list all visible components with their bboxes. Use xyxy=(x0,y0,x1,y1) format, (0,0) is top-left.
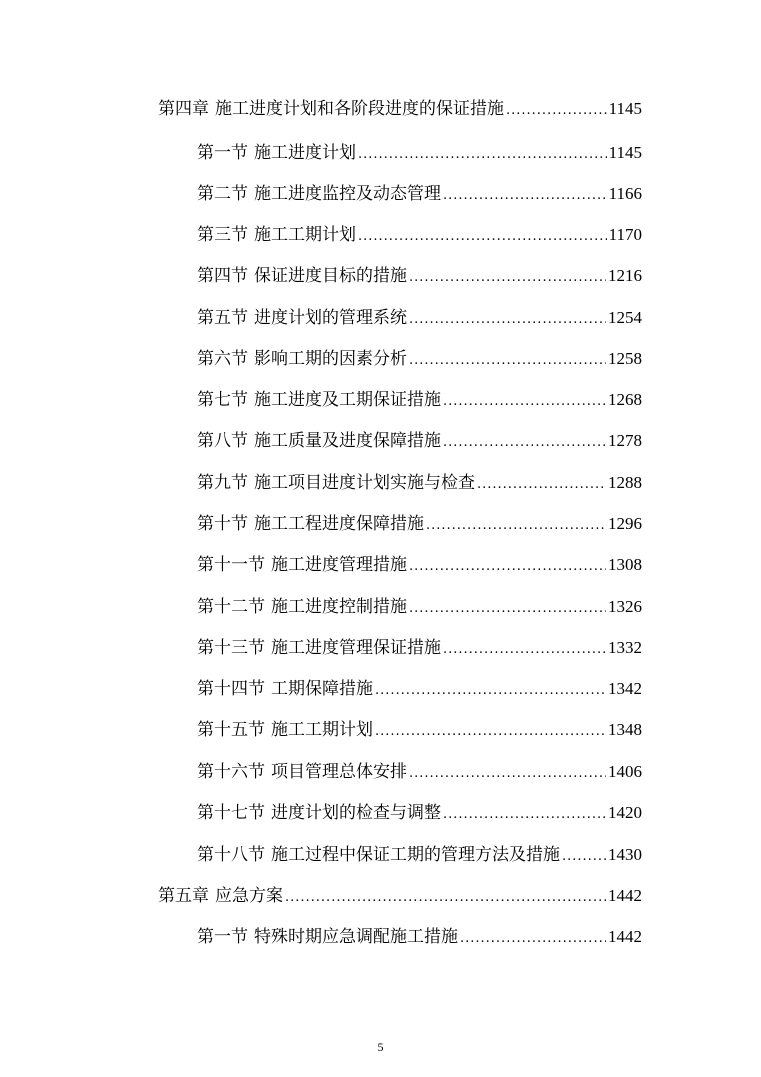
toc-leader xyxy=(460,924,606,954)
toc-label xyxy=(158,94,504,124)
toc-number: 第一节 xyxy=(197,927,248,947)
toc-entry[interactable] xyxy=(197,426,642,456)
toc-entry[interactable] xyxy=(197,138,642,168)
toc-leader xyxy=(443,800,606,830)
toc-label xyxy=(197,426,441,456)
toc-number: 第七节 xyxy=(197,390,248,410)
toc-number: 第十七节 xyxy=(197,803,265,823)
toc-entry[interactable] xyxy=(197,798,642,828)
toc-leader xyxy=(443,387,606,417)
toc-entry[interactable] xyxy=(197,715,642,745)
toc-page-number: 1420 xyxy=(608,803,642,822)
toc-number: 第六节 xyxy=(197,349,248,369)
toc-leader xyxy=(409,263,606,293)
toc-entry[interactable] xyxy=(197,303,642,333)
toc-title: 施工进度控制措施 xyxy=(271,597,407,617)
toc-entry[interactable] xyxy=(197,468,642,498)
toc-number: 第十三节 xyxy=(197,638,265,658)
toc-label xyxy=(197,922,458,952)
toc-title: 进度计划的管理系统 xyxy=(254,308,407,328)
toc-title: 施工过程中保证工期的管理方法及措施 xyxy=(271,845,560,865)
toc-page-number: 1442 xyxy=(608,927,642,946)
toc-leader xyxy=(358,222,607,252)
toc-number: 第八节 xyxy=(197,431,248,451)
toc-page-number: 1288 xyxy=(608,473,642,492)
toc-entry[interactable] xyxy=(197,674,642,704)
toc-number: 第二节 xyxy=(197,184,248,204)
toc-title: 工期保障措施 xyxy=(271,679,373,699)
toc-label xyxy=(197,261,407,291)
toc-entry[interactable] xyxy=(197,179,642,209)
toc-leader xyxy=(426,511,606,541)
toc-label xyxy=(158,881,283,911)
toc-leader xyxy=(285,883,606,913)
toc-number: 第五节 xyxy=(197,308,248,328)
page-footer xyxy=(0,1040,761,1055)
toc-leader xyxy=(409,552,606,582)
toc-title: 保证进度目标的措施 xyxy=(254,266,407,286)
toc-title: 影响工期的因素分析 xyxy=(254,349,407,369)
toc-number: 第五章 xyxy=(158,886,209,906)
toc-label xyxy=(197,385,441,415)
toc-entry[interactable] xyxy=(197,840,642,870)
toc-title: 施工进度计划和各阶段进度的保证措施 xyxy=(215,99,504,119)
toc-label xyxy=(197,179,441,209)
toc-entry[interactable] xyxy=(197,633,642,663)
toc-number: 第十二节 xyxy=(197,597,265,617)
toc-title: 施工进度计划 xyxy=(254,143,356,163)
toc-label xyxy=(197,220,356,250)
toc-entry[interactable] xyxy=(197,550,642,580)
toc-entry[interactable] xyxy=(197,509,642,539)
toc-number: 第三节 xyxy=(197,225,248,245)
toc-leader xyxy=(443,428,606,458)
toc-number: 第十六节 xyxy=(197,762,265,782)
toc-number: 第十四节 xyxy=(197,679,265,699)
toc-page-number: 1406 xyxy=(608,762,642,781)
toc-page-number: 1442 xyxy=(608,886,642,905)
toc-leader xyxy=(409,594,606,624)
toc-entry[interactable] xyxy=(158,94,642,124)
toc-entry[interactable] xyxy=(197,592,642,622)
toc-entry[interactable] xyxy=(158,881,642,911)
toc-entry[interactable] xyxy=(197,261,642,291)
toc-number: 第十节 xyxy=(197,514,248,534)
toc-leader xyxy=(562,842,606,872)
toc-page-number: 1332 xyxy=(608,638,642,657)
toc-title: 施工项目进度计划实施与检查 xyxy=(254,473,475,493)
toc-leader xyxy=(375,676,606,706)
toc-page-number: 1326 xyxy=(608,597,642,616)
toc-title: 应急方案 xyxy=(215,886,283,906)
toc-label xyxy=(197,303,407,333)
toc-leader xyxy=(443,181,607,211)
toc-leader xyxy=(358,140,607,170)
toc-entry[interactable] xyxy=(197,220,642,250)
toc-page-number: 1258 xyxy=(608,349,642,368)
toc-number: 第十八节 xyxy=(197,845,265,865)
toc-title: 施工进度管理措施 xyxy=(271,555,407,575)
toc-page-number: 1254 xyxy=(608,308,642,327)
footer-page-number: 5 xyxy=(377,1040,384,1054)
toc-title: 进度计划的检查与调整 xyxy=(271,803,441,823)
toc-title: 施工进度及工期保证措施 xyxy=(254,390,441,410)
toc-page-number: 1170 xyxy=(608,225,642,244)
toc-leader xyxy=(409,346,606,376)
toc-label xyxy=(197,468,475,498)
toc-page-number: 1166 xyxy=(608,184,642,203)
toc-page-number: 1216 xyxy=(608,266,642,285)
toc-number: 第十一节 xyxy=(197,555,265,575)
toc-label xyxy=(197,592,407,622)
toc-label xyxy=(197,798,441,828)
toc-entry[interactable] xyxy=(197,757,642,787)
toc-title: 施工质量及进度保障措施 xyxy=(254,431,441,451)
toc-title: 施工工期计划 xyxy=(254,225,356,245)
toc-label xyxy=(197,138,356,168)
toc-leader xyxy=(409,305,606,335)
toc-entry[interactable] xyxy=(197,344,642,374)
toc-page-number: 1342 xyxy=(608,679,642,698)
toc-label xyxy=(197,715,373,745)
toc-label xyxy=(197,757,407,787)
toc-leader xyxy=(443,635,606,665)
toc-page-number: 1145 xyxy=(608,99,642,118)
toc-entry[interactable] xyxy=(197,922,642,952)
toc-number: 第一节 xyxy=(197,143,248,163)
toc-number: 第四章 xyxy=(158,99,209,119)
toc-number: 第十五节 xyxy=(197,720,265,740)
toc-page-number: 1430 xyxy=(608,845,642,864)
toc-page-number: 1348 xyxy=(608,720,642,739)
toc-label xyxy=(197,674,373,704)
toc-title: 施工工程进度保障措施 xyxy=(254,514,424,534)
toc-title: 项目管理总体安排 xyxy=(271,762,407,782)
toc-title: 施工进度管理保证措施 xyxy=(271,638,441,658)
toc-page-number: 1296 xyxy=(608,514,642,533)
toc-number: 第四节 xyxy=(197,266,248,286)
toc-number: 第九节 xyxy=(197,473,248,493)
toc-leader xyxy=(375,717,606,747)
toc-page-number: 1308 xyxy=(608,555,642,574)
toc-label xyxy=(197,840,560,870)
toc-title: 施工进度监控及动态管理 xyxy=(254,184,441,204)
toc-label xyxy=(197,633,441,663)
toc-title: 特殊时期应急调配施工措施 xyxy=(254,927,458,947)
toc-leader xyxy=(477,470,606,500)
toc-leader xyxy=(506,96,607,126)
toc-page-number: 1145 xyxy=(608,143,642,162)
toc-page-number: 1268 xyxy=(608,390,642,409)
toc-title: 施工工期计划 xyxy=(271,720,373,740)
toc-entry[interactable] xyxy=(197,385,642,415)
toc-leader xyxy=(409,759,606,789)
toc-page-number: 1278 xyxy=(608,431,642,450)
toc-label xyxy=(197,550,407,580)
toc-label xyxy=(197,344,407,374)
toc-label xyxy=(197,509,424,539)
